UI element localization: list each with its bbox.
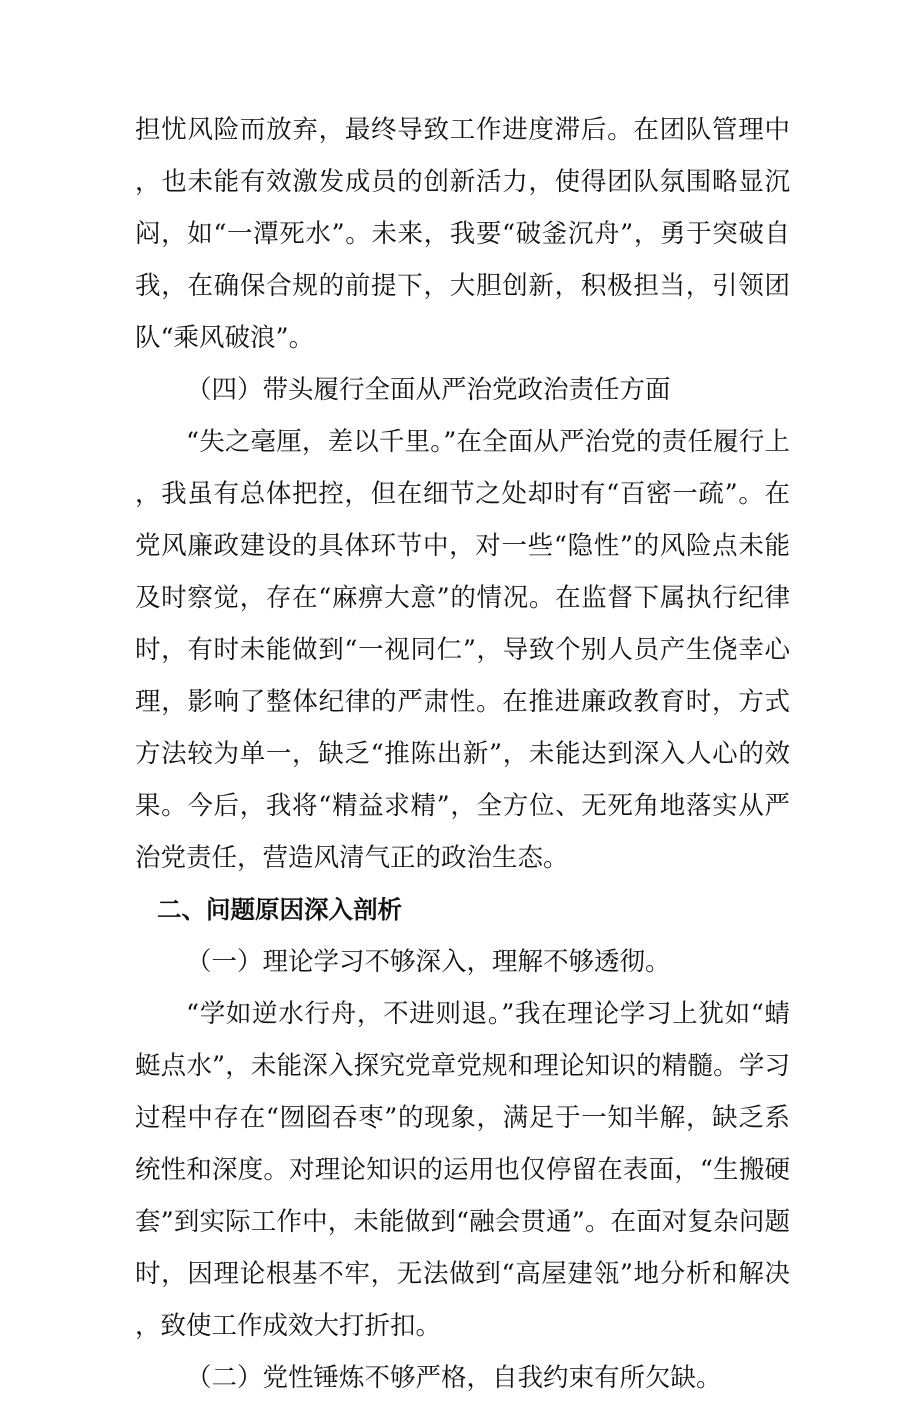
paragraph-section2-one: “学如逆水行舟，不进则退。”我在理论学习上犹如“蜻蜓点水”，未能深入探究党章党规和理论知识的精髓。学习过程中存在“囫囵吞枣”的现象，满足于一知半解，缺乏系统性和深度。对理论知识的运用也仅停留在表面，“生搬硬套”到实际工作中，未能做到“融会贯通”。在面对复杂问题时，因理论根基不牢，无法做到“高屋建瓴”地分析和解决，致使工作成效大打折扣。 bbox=[135, 999, 790, 1341]
subheading-section2-one: （一）理论学习不够深入，理解不够透彻。 bbox=[186, 947, 671, 977]
paragraph-continued: 担忧风险而放弃，最终导致工作进度滞后。在团队管理中，也未能有效激发成员的创新活力，使得团队氛围略显沉闷，如“一潭死水”。未来，我要“破釜沉舟”，勇于突破自我，在确保合规的前提下，大胆创新，积极担当，引领团队“乘风破浪”。 bbox=[135, 115, 790, 353]
subheading-four: （四）带头履行全面从严治党政治责任方面 bbox=[186, 375, 671, 405]
document-body bbox=[135, 104, 790, 1404]
section-two-title: 二、问题原因深入剖析 bbox=[157, 895, 402, 924]
subheading-section2-two: （二）党性锤炼不够严格，自我约束有所欠缺。 bbox=[186, 1363, 722, 1393]
paragraph-four: “失之毫厘，差以千里。”在全面从严治党的责任履行上，我虽有总体把控，但在细节之处却时有“百密一疏”。在党风廉政建设的具体环节中，对一些“隐性”的风险点未能及时察觉，存在“麻痹大意”的情况。在监督下属执行纪律时，有时未能做到“一视同仁”，导致个别人员产生侥幸心理，影响了整体纪律的严肃性。在推进廉政教育时，方式方法较为单一，缺乏“推陈出新”，未能达到深入人心的效果。今后，我将“精益求精”，全方位、无死角地落实从严治党责任，营造风清气正的政治生态。 bbox=[135, 427, 790, 873]
